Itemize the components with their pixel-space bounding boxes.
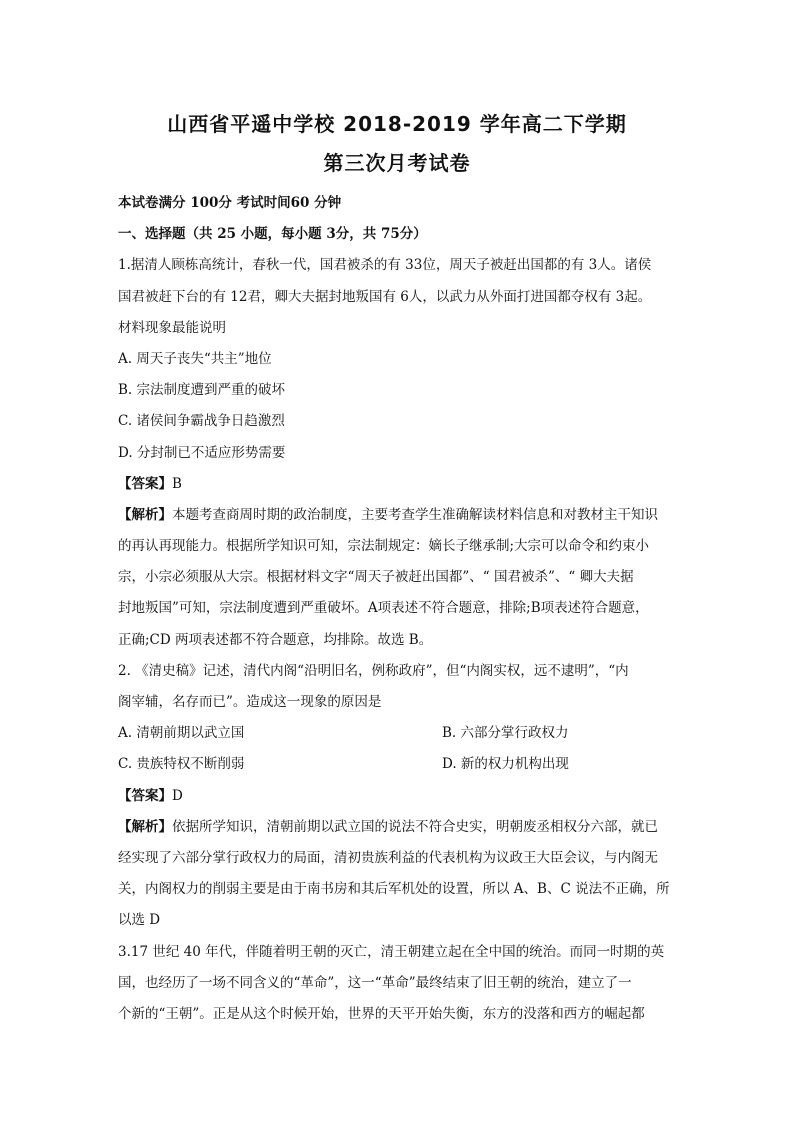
q1-analysis-line: 正确;CD 两项表述都不符合题意，均排除。故选 B。 <box>118 631 433 648</box>
q1-stem-line: 国君被赶下台的有 12君，卿大夫据封地叛国有 6人，以武力从外面打进国都夺权有 3起。 <box>118 288 652 305</box>
q2-option-b: B. 六部分掌行政权力 <box>442 725 569 742</box>
q2-analysis-line: 关，内阁权力的削弱主要是由于南书房和其后军机处的设置，所以 A、B、C 说法不正确，所 <box>118 881 670 898</box>
document-body <box>118 188 680 1030</box>
q1-option-b: B. 宗法制度遭到严重的破坏 <box>118 382 286 399</box>
q2-options-row <box>118 749 680 780</box>
q3-stem-line: 国，也经历了一场不同含义的“革命”，这一“革命”最终结束了旧王朝的统治，建立了一 <box>118 974 632 991</box>
q2-analysis-line <box>118 812 680 843</box>
analysis-text: 依据所学知识，清朝前期以武立国的说法不符合史实，明朝废丞相权分六部，就已 <box>172 818 658 835</box>
document-subtitle: 第三次月考试卷 <box>323 151 471 175</box>
answer-label: 【答案】 <box>118 475 172 492</box>
q1-option-c: C. 诸侯间争霸战争日趋激烈 <box>118 413 285 430</box>
analysis-label: 【解析】 <box>118 818 172 835</box>
q2-stem-line: 2. 《清史稿》记述，清代内阁“沿明旧名，例称政府”，但“内阁实权，远不逮明”，“内 <box>118 662 629 679</box>
q1-stem-line: 材料现象最能说明 <box>118 319 226 336</box>
q2-options-row <box>118 718 680 749</box>
answer-value: B <box>172 475 182 492</box>
analysis-label: 【解析】 <box>118 506 172 523</box>
analysis-text: 本题考查商周时期的政治制度，主要考查学生准确解读材料信息和对教材主干知识 <box>172 506 658 523</box>
exam-info: 本试卷满分 100分 考试时间60 分钟 <box>118 195 342 211</box>
q2-option-a: A. 清朝前期以武立国 <box>118 725 245 742</box>
answer-label: 【答案】 <box>118 787 172 804</box>
q1-analysis-line: 封地叛国”可知，宗法制度遭到严重破坏。A项表述不符合题意，排除;B项表述符合题意， <box>118 600 649 617</box>
answer-value: D <box>172 787 183 804</box>
section-heading: 一、选择题（共 25 小题，每小题 3分，共 75分） <box>118 226 427 243</box>
q1-analysis-line <box>118 500 680 531</box>
q1-stem-line: 1.据清人顾栋高统计，春秋一代，国君被杀的有 33位，周天子被赶出国都的有 3人。诸侯 <box>118 257 652 274</box>
q1-analysis-line: 的再认再现能力。根据所学知识可知，宗法制规定：嫡长子继承制;大宗可以命令和约束小 <box>118 538 650 555</box>
q2-analysis-line: 经实现了六部分掌行政权力的局面，清初贵族利益的代表机构为议政王大臣会议，与内阁无 <box>118 849 658 866</box>
q2-option-c: C. 贵族特权不断削弱 <box>118 756 245 773</box>
q1-option-a: A. 周天子丧失“共主”地位 <box>118 350 272 367</box>
q3-stem-line: 个新的“王朝”。正是从这个时候开始，世界的天平开始失衡，东方的没落和西方的崛起都 <box>118 1005 645 1022</box>
document-title: 山西省平遥中学校 2018-2019 学年高二下学期 <box>167 112 627 136</box>
q1-analysis-line: 宗，小宗必须服从大宗。根据材料文字“周天子被赶出国都”、“ 国君被杀”、“ 卿大夫据 <box>118 569 634 586</box>
q2-stem-line: 阁宰辅，名存而已”。造成这一现象的原因是 <box>118 694 382 710</box>
q1-answer <box>118 469 680 500</box>
q2-answer <box>118 781 680 812</box>
q3-stem-line: 3.17 世纪 40 年代，伴随着明王朝的灭亡，清王朝建立起在全中国的统治。而同一时期的英 <box>118 943 665 960</box>
q2-analysis-line: 以选 D <box>118 912 161 929</box>
q2-option-d: D. 新的权力机构出现 <box>442 756 569 773</box>
q1-option-d: D. 分封制已不适应形势需要 <box>118 444 286 461</box>
